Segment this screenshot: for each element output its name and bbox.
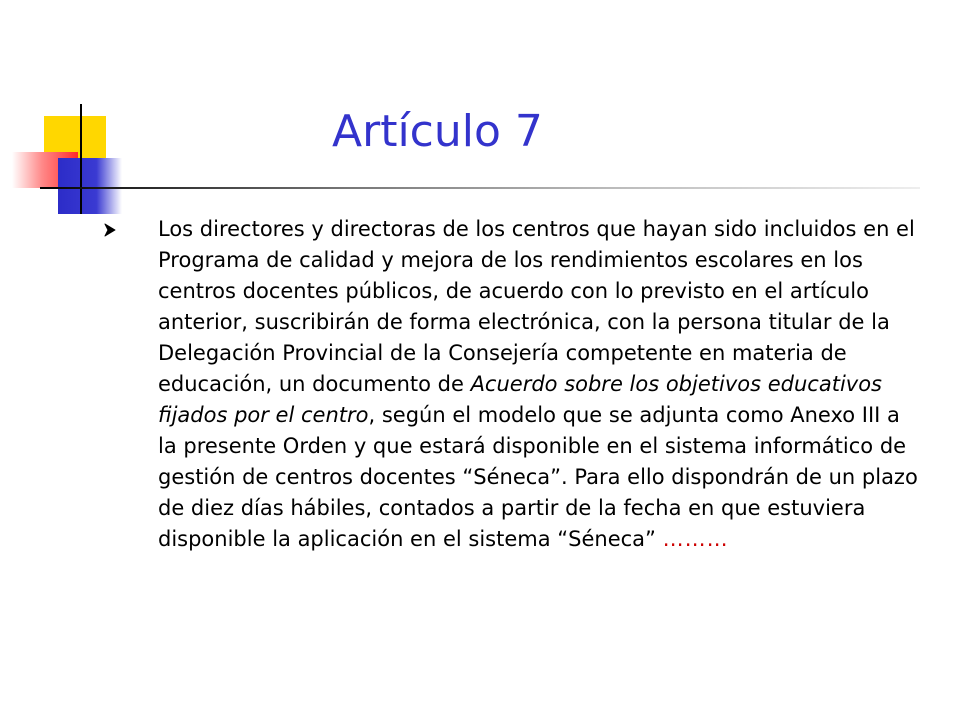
arrow-bullet-icon [102,222,118,238]
slide-title: Artículo 7 [332,106,543,157]
logo-blue-square [58,158,122,214]
title-underline [40,187,920,189]
paragraph-ellipsis: ……… [662,527,729,551]
paragraph-text-part1: Los directores y directoras de los centros que hayan sido incluidos en el Programa de calidad y mejora de los rendimientos escolares en los centros docentes públicos, de acuerdo con lo previsto en el artículo anterior, suscribirán de forma electrónica, con la persona titular de la Delegación Provincial de la Consejería competente en materia de educación, un documento de [158,217,915,396]
logo-vertical-line [80,104,82,214]
article-paragraph [158,214,918,555]
paragraph-italic-title: Acuerdo sobre los objetivos educativos fijados por el centro [158,372,882,427]
paragraph-text-part2: , según el modelo que se adjunta como Anexo III a la presente Orden y que estará disponible en el sistema informático de gestión de centros docentes “Séneca”. Para ello dispondrán de un plazo de diez días hábiles, contados a partir de la fecha en que estuviera disponible la aplicación en el sistema “Séneca” [158,403,918,551]
